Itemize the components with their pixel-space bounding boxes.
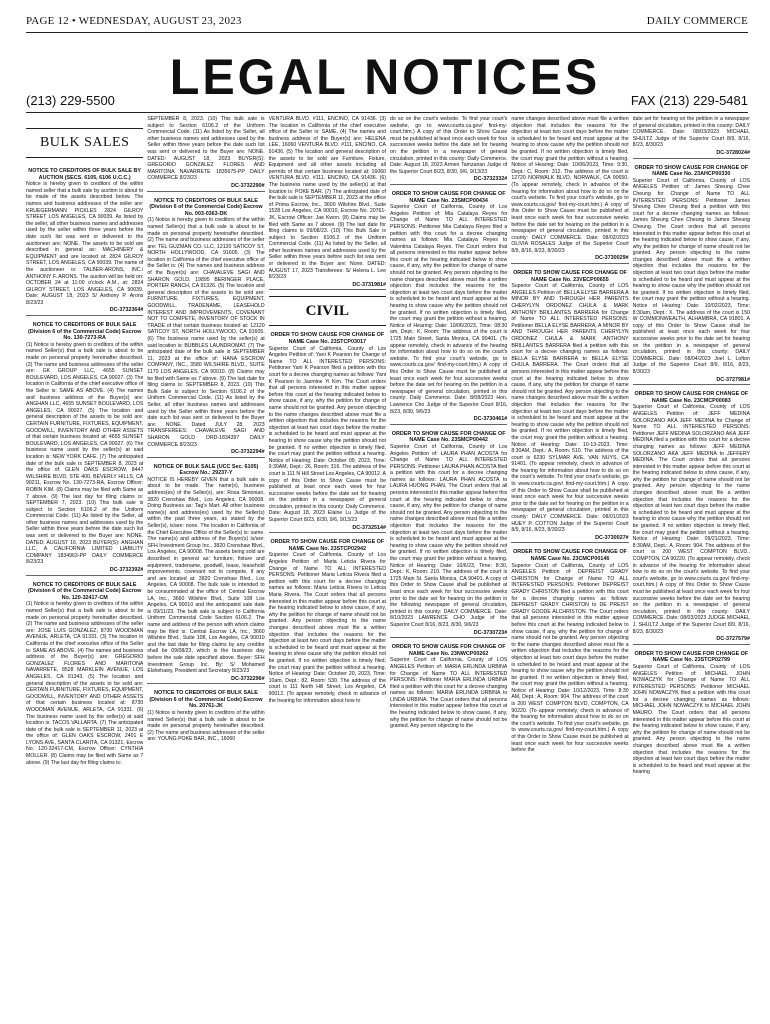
notice-body: VENTURA BLVD. #111, ENCINO, CA 91436. (3) The location in California of the chief executive office of the Seller is: SAME. (4) The names and business address of the Buyer(s) are: HELENA LEE, 16060 VENTURA BLVD. #111, ENCINO, CA 91436. (5) The location and general description of the assets to be sold are Furniture, Fixture, Equipment and all other assets including all permits of that certain business located at: 16060 VENTURA BLVD. #111, ENCINO, CA 91436. (6) The business name used by the seller(s) at that location is: POKE BAR. (7) The anticipated date of the bulk sale is SEPTEMBER 11, 2023 at the office of Prima Escrow, Inc., 3600 Wilshire Blvd., Suite 1528 Los Angeles, CA 90010, Escrow No. 20761-JK, Escrow Officer: Jae Kwon. (8) Claims may be filed with Same as 7 above. (9) The last date for filing claims is 09/08/23. (10) This Bulk Sale is subject to Section 6106.2 of the Uniform Commercial Code. (11) As listed by the Seller, all other business names and addresses used by the Seller within three years before such list was sent or delivered to the Buyer are: None. DATED: AUGUST 17, 2023 Transferees: S/ Helena L. Lee 8/23/23 [268,116,386,281]
notice-body: date set for hearing on the petition in a newspaper of general circulation, printed in this county: DAILY COMMERCE. Date: 08/03/2023 MICHAEL SHULTZ Judge of the Superior Court 8/9, 8/16, 8/23, 8/30/23 [632,116,750,149]
legal-notice [633,165,750,386]
notice-body: NOTICE IS HEREBY GIVEN that a bulk sale is about to be made. The name(s), business address(es) of the Seller(s), are: Rosa Simonian, 3820 Crenshaw Blvd., Los Angeles, CA 90008. Doing Business as: Tag's Mart. All other business name(s) and address(es) used by the Seller(s) within the past three years, as stated by the Seller(s), is/are: none. The location in California of the Chief Executive Office of the Seller(s) is: same. The name(s) and address of the Buyer(s) is/are: SFH Investment Group Inc., 3820 Crenshaw Blvd., Los Angeles, CA 90008. The assets being sold are described in general as: furniture, fixture and equipment, tradename, goodwill, lease, leasehold improvements, covenant not to compete, if any and are located at: 3820 Crenshaw Blvd., Los Angeles, CA 90008. The bulk sale is intended to be consummated at the office of: Central Escrow LA, Inc., 3660 Wilshire Blvd., Suite 108 Los Angeles, CA 90010 and the anticipated sale date is 09/11/23. The bulk sale is subject to California Uniform Commercial Code Section 6106.2. The name and address of the person with whom claims may be filed is: Central Escrow LA, Inc., 3660 Wilshire Blvd., Suite 108, Los Angeles, CA 90010 and the last date for filing claims by any creditor shall be 09/08/23, which is the business day before the sale date specified above. Buyer: SFH Investment Group Inc. By: S/ Mohamed Elshehawy, President and Secretary 8/23/23 [147,476,265,675]
notice-reference-number: DC-3732294# [147,449,264,458]
legal-notice [26,168,143,316]
column-6 [633,116,750,1022]
notice-reference-number: DC-3732392# [26,567,143,576]
top-rule [26,32,748,33]
legal-notice [26,582,143,767]
notice-heading: NOTICE TO CREDITORS OF BULK SALE (Division 6 of the Commercial Code) Escrow No. 003-0363-DK [149,197,263,217]
notice-body: Superior Court of California, County of LOS ANGELES Petition of: BELLA ELYSE BARRERA A MINOR BY AND THROUGH HER PARENTS CHERYLYN ORDONEZ CHULA & MARK ANTHONY BRILLANTES BARRERA for Change of Name TO ALL INTERESTED PERSONS: Petitioner BELLA ELYSE BARRERA, A MINOR BY AND THROUGH HER PARENTS CHERYLYN ORDONEZ CHULA & MARK ANTHONY BRILLANTES BARRERA filed a petition with this court for a decree changing names as follows: BELLA ELYSE BARRERA to BELLA ELYSE CHULA BARRERA. The Court orders that all persons interested in this matter appear before this court at the hearing indicated below to show cause, if any, why the petition for change of name should not be granted. Any person objecting to the name changes described above must file a written objection that includes the reasons for the objection at least two court days before the matter is scheduled to be heard and must appear at the hearing to show cause why the petition should not be granted. If no written objection is timely filed, the court may grant the petition without a hearing. Notice of Hearing: Date: 10-13-2023, Time: 8:30AM, Dept.: A, Room: 510. The address of the court is 6230 SYLMAR AVE, VAN NUYS, CA 91401. (To appear remotely, check in advance of the hearing for information about how to do so on the court's website. To find your court's website, go to www.courts.ca.gov/ find-my-court.htm.) A copy of this Order to Show Cause shall be published at least once each week for four successive weeks prior to the date set for hearing on the petition in a newspaper of general circulation, printed in this county: DAILY COMMERCE. Date: 08/01/2023 HUEY P. COTTON Judge of the Superior Court 8/9, 8/16, 8/23, 8/30/23 [511,283,629,534]
notice-heading: NOTICE TO CREDITORS OF BULK SALE (Division 6 of the Commercial Code) Escrow No. 130-7273-RA [28,322,142,342]
notice-body: (1) Notice is hereby given to creditors of the within named Seller(s) that a bulk sale is about to be made on personal property hereinafter described. (2) The name and business addresses of the seller are: YOUNG POKE BAR, INC., 16060 [147,710,265,743]
legal-notice [390,644,507,730]
notice-heading: ORDER TO SHOW CAUSE FOR CHANGE OF NAME Case No. 23NWCP00262 [391,644,506,657]
notice-heading: ORDER TO SHOW CAUSE FOR CHANGE OF NAME Case No. 23SMCP00434 [391,190,506,204]
notice-reference-number: DC-3732514# [269,525,386,534]
legal-notice [633,391,750,645]
notice-reference-number: DC-3727981# [633,377,750,386]
notice-body: Superior Court of California, County of Los Angeles Petition of: Maria Leticia Rivera for Change of Name TO ALL INTERESTED PERSONS: Petitioner Maria Leticia Rivera filed a petition with this court for a decree changing names as follows: Maria Leticia Rivera to Leticia Maria Rivera. The Court orders that all persons interested in this matter appear before this court at the hearing indicated below to show cause, if any, why the petition for change of name should not be granted. Any person objecting to the name changes described above must file a written objection that includes the reasons for the objection at least two court days before the matter is scheduled to be heard and must appear at the hearing to show cause why the petition should not be granted. If no written objection is timely filed, the court may grant the petition without a hearing. Notice of Hearing: Date: October 20, 2023, Time: 10am, Dept.: 82, Room: 530. The address of the court is 111 North Hill Street, Los Angeles, CA 90012. (To appear remotely, check in advance of the hearing for information about how to [268,552,386,704]
notice-heading: NOTICE TO CREDITORS OF BULK SALE (Division 6 of the Commercial Code) Escrow No. 120-32417-CM [28,581,142,601]
notice-heading: ORDER TO SHOW CAUSE FOR CHANGE OF NAME Case No. 23CMCP00083 [634,391,749,404]
column-3 [269,116,386,1022]
notice-heading: ORDER TO SHOW CAUSE FOR CHANGE OF NAME Case No. 23STCP02942 [270,539,385,552]
columns-container [26,116,750,1022]
notice-body: Superior Court of California, County of Los Angeles Petition of: Mia Catalaya Reyes for Change of Name TO ALL INTERESTED PERSONS: Petitioner Mia Catalaya Reyes filed a petition with this court for a decree changing names as follows: Mia Catalaya Reyes to Valentina Catalaya Reyes. The Court orders that all persons interested in this matter appear before this court at the hearing indicated below to show cause, if any, why the petition for change of name should not be granted. Any person objecting to the name changes described above must file a written objection that includes the reasons for the objection at least two court days before the matter is scheduled to be heard and must appear at the hearing to show cause why the petition should not be granted. If no written objection is timely filed, the court may grant the petition without a hearing. Notice of Hearing: Date: 10/06/2023, Time: 08:30 am, Dept.: K, Room: The address of the court is 1725 Main Street, Santa Monica, CA 90401. (To appear remotely, check in advance of the hearing for information about how to do so on the court's website. To find your court's website, go to www.courts.ca.gov/ find-my-court.htm.) A copy of this Order to Show Cause must be published at least once each week for four successive weeks before the date set for hearing on the petition in a newspaper of general circulation, printed in this county: Daily Commerce. Date: 8/08/2023 Hon. Lawrence Cho Judge of the Superior Court 8/16, 8/23, 8/30, 9/6/23 [389,204,508,415]
notice-body: Superior Court of California, County of LOS ANGELES Petition of: James Sheung Chee Cheung for Change of Name TO ALL INTERESTED PERSONS: Petitioner James Sheung Chee Cheung filed a petition with this court for a decree changing names as follows: James Sheung Chee Cheung to James Sheung Cheung. The Court orders that all persons interested in this matter appear before this court at the hearing indicated below to show cause, if any, why the petition for change of name should not be granted. Any person objecting to the name changes described above must file a written objection that includes the reasons for the objection at least two court days before the matter is scheduled to be heard and must appear at the hearing to show cause why the petition should not be granted. If no written objection is timely filed, the court may grant the petition without a hearing. Notice of Hearing: Date: 10/02/2023, Time: 8:30am, Dept.: X. The address of the court is 150 W COMMONWEALTH, ALHAMBRA, CA 91801. A copy of this Order to Show Cause shall be published at least once each week for four successive weeks prior to the date set for hearing on the petition in a newspaper of general circulation, printed in this county: DAILY COMMERCE. Date: 08/04/2023 Joel L. Lofton Judge of the Superior Court 8/9, 8/16, 8/23, 8/30/23 [632,177,750,375]
paper-name: DAILY COMMERCE [646,15,748,27]
notice-reference-number: DC-3728024# [633,150,750,159]
notice-reference-number: DC-3730461# [390,416,507,425]
legal-notice [390,116,507,185]
legal-notice [269,539,386,704]
top-line [26,14,748,28]
legal-notice [511,549,628,753]
column-1 [26,116,143,1022]
notice-body: (1) Notice is hereby given to creditors of the within named Seller(s) that a bulk sale is about to be made on personal property hereinafter described. (2) The name and business addresses of the seller are: JOSE LUIS GONZALEZ, 8730 WOODMAN AVENUE, ARLETA, CA 91331. (3) The location in California of the chief executive office of the Seller is: SAME AS ABOVE. (4) The names and business address of the Buyer(s) are: GREGORIO GONZALEZ FLORES AND MARITONA NAVARRETE, 8528 MARKLEIN AVENUE, LOS ANGELES, CA 91343. (5) The location and general description of the assets to be sold are: CERTAIN FURNITURE, FIXTURES, EQUIPMENT, GOODWILL, INVENTORY AND OTHER ASSETS of that certain business located at: 8730 WOODMAN AVENUE, ARLETA, CA 91331. (6) The business name used by the seller(s) at said location is: TACOS VALLARTA. (7) The anticipated date of the bulk sale is SEPTEMBER 11, 2023 at the office of: GLEN OAKS ESCROW, 2401 E LYONS AVE, SANTA CLARITA, CA 91321, Escrow No. 120-32417-CM, Escrow Officer: CYNTHIA MOLLER. (8) Claims may be filed with Same as 7 above. (9) The last day for filing claims is: [26,601,144,766]
notice-reference-number: DC-3732290# [147,183,264,192]
notice-body: (1) Notice is hereby given to creditors of the within named Seller(s) that a bulk sale is about to be made on personal property hereinafter described. (2) The name and business addresses of the seller are: GK GROUP LLC, 4655 SUNSET BOULEVARD, LOS ANGELES, CA 90027. (3) The location in California of the chief executive office of the Seller is: SAME AS ABOVE. (4) The names and business address of the Buyer(s) are: ANGHAN LLC, 4655 SUNSET BOULEVARD, LOS ANGELES, CA 90027. (5) The location and general description of the assets to be sold are: CERTAIN FURNITURE, FIXTURES, EQUIPMENT, GOODWILL, INVENTORY AND OTHER ASSETS of that certain business located at: 4655 SUNSET BOULEVARD, LOS ANGELES, CA 90027. (6) The business name used by the seller(s) at said location is: NEW YORK CAFE. (7) The anticipated date of the bulk sale is SEPTEMBER 8, 2023 at the office of: GLEN OAKS ESCROW, 8447 WILSHIRE BLVD, STE 400, BEVERLY HILLS, CA 90211, Escrow No. 130-7273-RA, Escrow Officer: ROBIN KIM. (8) Claims may be filed with Same as 7 above. (9) The last day for filing claims is: SEPTEMBER 7, 2023. (10) This bulk sale is subject to Section 6106.2 of the Uniform Commercial Code. (11) As listed by the Seller, all other business names and addresses used by the Seller within three years before the date such list was sent or delivered to the Buyer are: NONE. DATED: AUGUST 16, 2023 BUYER(S): ANGHAN LLC, A CALIFORNIA LIMITED LIABILITY COMPANY 1834963-PP DAILY COMMERCE 8/23/23 [26,341,144,566]
notice-body: Superior Court of California, County of LOS ANGELES Petition of: DEPREIST GRADY CHRISTON for Change of Name TO ALL INTERESTED PERSONS: Petitioner DEPREIST GRADY CHRISTON filed a petition with this court for a decree changing names as follows: DEPREIST GRADY CHRISTON to DE PREIST GRADY GOODE ALCHRISTON. The Court orders that all persons interested in this matter appear before this court at the hearing indicated below to show cause, if any, why the petition for change of name should not be granted. Any person objecting to the name changes described above must file a written objection that includes the reasons for the objection at least two court days before the matter is scheduled to be heard and must appear at the hearing to show cause why the petition should not be granted. If no written objection is timely filed, the court may grant the petition without a hearing. Notice of Hearing: Date: 10/12/2023, Time: 8:30 AM, Dept.: A, Room: 904. The address of the court is 200 WEST COMPTON BLVD, COMPTON, CA 90220. (To appear remotely, check in advance of the hearing for information about how to do so on the court's website. To find your court's website, go to www.courts.ca.gov/ find-my-court.htm.) A copy of this Order to Show Cause must be published at least once each week for four successive weeks before the [511,562,629,754]
notice-reference-number: DC-3732296# [147,676,264,685]
column-5 [511,116,628,1022]
masthead-title: LEGAL NOTICES [169,49,601,105]
notice-body: Superior Court of California, County of LOS ANGELES Petition of: JEFF MEDINA SOLORZANO AKA JEFF MEDINA for Change of Name TO ALL INTERESTED PERSONS: Petitioner JEFF MEDINA SOLORZANO AKA JEFF MEDINA filed a petition with this court for a decree changing names as follows: JEFF MEDINA SOLORZANO AKA JEFF MEDINA to JEFFERY MEDINA. The Court orders that all persons interested in this matter appear before this court at the hearing indicated below to show cause, if any, why the petition for change of name should not be granted. Any person objecting to the name changes described above must file a written objection that includes the reasons for the objection at least two court days before the matter is scheduled to be heard and must appear at the hearing to show cause why the petition should not be granted. If no written objection is timely filed, the court may grant the petition without a hearing. Notice of Hearing: Date: 09/21/2023, Time: 8:30AM, Dept.: A, Room: 904. The address of the court is 200 WEST COMPTON BLVD., COMPTON, CA 90220. (To appear remotely, check in advance of the hearing for information about how to do so on the court's website. To find your court's website, go to www.courts.ca.gov/ find-my-court.htm.) A copy of this Order to Show Cause must be published at least once each week for four successive weeks before the date set for hearing on the petition in a newspaper of general circulation, printed in this county: DAILY COMMERCE. Date: 08/03/2023 JUDGE MICHAEL J. SHULTZ Judge of the Superior Court 8/9, 8/16, 8/23, 8/30/23 [632,404,750,635]
notice-reference-number: DC-3727579# [633,636,750,645]
notice-heading: ORDER TO SHOW CAUSE FOR CHANGE OF NAME Case No. 23SMCP00442 [391,430,506,444]
notice-reference-number: DC-3730027# [511,535,628,544]
legal-notice [511,270,628,543]
notice-heading: ORDER TO SHOW CAUSE FOR CHANGE OF NAME Case No. 23CMCP00146 [513,549,627,562]
notice-body: name changes described above must file a written objection that includes the reasons for the objection at least two court days before the matter is scheduled to be heard and must appear at the hearing to show cause why the petition should not be granted. If no written objection is timely filed, the court may grant the petition without a hearing. Notice of Hearing: Date: 10/06/2023, Time: 9:30, Dept.: C, Room: 312. The address of the court is 12720 NORWALK BLVD, NORWALK, CA 90650. (To appear remotely, check in advance of the hearing for information about how to do so on the court's website. To find your court's website, go to www.courts.ca.gov/ find-my-court.htm.) A copy of this Order to Show Cause must be published at least once each week for four successive weeks before the date set for hearing on the petition in a newspaper of general circulation, printed in this county: DAILY COMMERCE. Date: 08/02/2023 OLIVIA ROSALES Judge of the Superior Court 8/9, 8/16, 8/23, 8/30/23 [511,116,629,254]
legal-notice [511,116,628,264]
notice-heading: ORDER TO SHOW CAUSE FOR CHANGE OF NAME Case No. 23STCP02799 [634,650,749,664]
notice-reference-number: DC-3732364# [26,307,143,316]
section-heading-civil: CIVIL [269,296,386,326]
legal-notice [26,322,143,576]
legal-notice [633,116,750,159]
notice-reference-number: DC-3730723# [390,630,507,639]
notice-body: Superior Court of California, County of LOS ANGELES Petition of: MICHAEL JOHN NOWACZYK for Change of Name TO ALL INTERESTED PERSONS: Petitioner MICHAEL JOHN NOWACZYK filed a petition with this court for a decree changing names as follows: MICHAEL JOHN NOWACZYK to MICHAEL JOHN MAURO. The Court orders that all persons interested in this matter appear before this court at the hearing indicated below to show cause, if any, why the petition for change of name should not be granted. Any person objecting to the name changes described above must file a written objection that includes the reasons for the objection at least two court days before the matter is scheduled to be heard and must appear at the hearing [632,663,750,776]
notice-body: Superior Court of California, County of LOS ANGELES Petition of: MARIA ERLINDA URBINA for Change of Name TO ALL INTERESTED PERSONS: Petitioner MARIA ERLINDA URBINA filed a petition with this court for a decree changing names as follows: MARIA ERLINDA URBINA to LINDA URBINA. The Court orders that all persons interested in this matter appear before this court at the hearing indicated below to show cause, if any, why the petition for change of name should not be granted. Any person objecting to the [389,657,508,730]
column-2 [147,116,264,1022]
legal-notice [147,198,264,458]
notice-heading: ORDER TO SHOW CAUSE FOR CHANGE OF NAME Case No. 23STCP03017 [270,332,385,346]
notice-body: do so on the court's website. To find your court's website, go to www.courts.ca.gov/ find-my-court.htm.) A copy of this Order to Show Cause must be published at least once each week for four successive weeks before the date set for hearing on the petition in a newspaper of general circulation, printed in this county: Daily Commerce. Date: August 18, 2023 Armen Tamzarian Judge of the Superior Court 8/23, 8/30, 9/6, 9/13/23 [389,116,508,175]
legal-notice [147,690,264,743]
legal-notice [147,464,264,685]
legal-notice [269,332,386,533]
notice-heading: NOTICE TO CREDITORS OF BULK SALE (Division 6 of the Commercial Code) Escrow No. 20761-JK [149,690,263,710]
fax-number: FAX (213) 229-5481 [630,93,748,108]
section-heading-bulk-sales: BULK SALES [26,128,143,158]
notice-reference-number: DC-3730029# [511,255,628,264]
legal-notice [390,191,507,425]
notice-reference-number: DC-3731981# [269,282,386,291]
legal-notice [633,651,750,776]
legal-notice [269,116,386,290]
column-4 [390,116,507,1022]
notice-body: Superior Court of California, County of Los Angeles Petition of: LAURA PHAN ACOSTA for Change of Name TO ALL INTERESTED PERSONS: Petitioner LAURA PHAN ACOSTA filed a petition with this court for a decree changing names as follows: LAURA PHAN ACOSTA to LAURA HUONG PHAN. The Court orders that all persons interested in this matter appear before this court at the hearing indicated below to show cause, if any, why the petition for change of name should not be granted. Any person objecting to the name changes described above must file a written objection that includes the reasons for the objection at least two court days before the matter is scheduled to be heard and must appear at the hearing to show cause why the petition should not be granted. If no written objection is timely filed, the court may grant the petition without a hearing. Notice of Hearing: Date: 10/6/23, Time: 8:30, Dept.: K, Room: 210. The address of the court is 1725 Main St. Santa Monica, CA 90401. A copy of this Order to Show Cause shall be published at least once each week for four successive weeks prior to the date set for hearing on the petition in the following newspaper of general circulation, printed in this county: DAILY COMMERCE. Date: 8/10/2023 LAWRENCE CHO Judge of the Superior Court 8/16, 8/23, 8/30, 9/6/23 [389,443,508,628]
notice-heading: NOTICE OF BULK SALE (UCC Sec. 6105) Escrow No.: 29237-Y [153,463,259,477]
notice-heading: ORDER TO SHOW CAUSE FOR CHANGE OF NAME Case No. 23VECP00655 [513,270,627,283]
notice-body: SEPTEMBER 8, 2023. (10) This bulk sale is subject to Section 6106.2 of the Uniform Commercial Code. (11) As listed by the Seller, all other business names and addresses used by the Seller within three years before the date such list was sent or delivered to the Buyer are: NONE. DATED: AUGUST 18, 2023 BUYER(S): GREGORIO GONZALEZ FLORES AND MARITONA NAVARRETE 1835675-PP DAILY COMMERCE 8/23/23 [147,116,265,182]
legal-notice [147,116,264,192]
notice-body: Superior Court of California, County of Los Angeles Petition of: Yani K Pearson for Change of Name TO ALL INTERESTED PERSONS: Petitioner Yani K Pearson filed a petition with this court for a decree changing names as follows: Yani K Pearson to Jasmine Yi Kim. The Court orders that all persons interested in this matter appear before this court at the hearing indicated below to show cause, if any, why the petition for change of name should not be granted. Any person objecting to the name changes described above must file a written objection that includes the reasons for the objection at least two court days before the matter is scheduled to be heard and must appear at the hearing to show cause why the petition should not be granted. If no written objection is timely filed, the court may grant the petition without a hearing. Notice of Hearing: Date: October 09, 2023, Time: 9:30AM, Dept.: 26, Room: 316. The address of the court is 111 N Hill Street Los Angeles, CA 90012. A copy of this Order to Show Cause must be published at least once each week for four successive weeks before the date set for hearing on the petition in a newspaper of general circulation, printed in this county: Daily Commerce. Date: August 18, 2023 Elaine Lu Judge of the Superior Court 8/23, 8/30, 9/6, 9/13/23 [268,345,386,524]
header-rule [26,112,748,113]
phone-number: (213) 229-5500 [26,93,115,108]
legal-notice [390,431,507,638]
notice-reference-number: DC-3732332# [390,176,507,185]
notice-heading: NOTICE TO CREDITORS OF BULK SALE BY AUCTION (SECS. 6105, 6106 U.C.C.) [28,168,142,181]
notice-body: (1) Notice is hereby given to creditors of the within named Seller(s) that a bulk sale is about to be made on personal property hereinafter described. (2) The name and business addresses of the seller are: TEL GUZMAN CO. LLC, 12120 SATICOY ST, NORTH HOLLYWOOD, CA 91605. (3) The location in California of the chief executive office of the Seller is: (4) The names and business address of the Buyer(s) are: CHAVALEVE SAGI AND SHARON GOLD, 19895 BERINGER PLACE, PORTER RANCH, CA 91326. (5) The location and general description of the assets to be sold are: FURNITURE, FIXTURES, EQUIPMENT, GOODWILL, TRADENAME, LEASEHOLD INTEREST AND IMPROVEMENTS, COVENANT NOT TO COMPETE, INVENTORY OF STOCK IN TRADE of that certain business located at: 12120 SATICOY ST, NORTH HOLLYWOOD, CA 91605. (6) The business name used by the seller(s) at said location is: BUBBLES LAUNDROMAT. (7) The anticipated date of the bulk sale is SEPTEMBER 11, 2023 at the office of: HANA ESCROW COMPANY, INC., 3580 WILSHIRE BLVD., SUITE 1170 LOS ANGELES, CA 90010. (8) Claims may be filed with Same as 7 above. (9) The last date for filing claims is: SEPTEMBER 8, 2023. (10) This Bulk Sale is subject to Section 6106.2 of the Uniform Commercial Code. (11) As listed by the Seller, all other business names and addresses used by the Seller within three years before the date such list was sent or delivered to the Buyer are: NONE. Dated JULY 28, 2023 TRANSFEREES: CHAVALEVE SAGI AND SHARON GOLD ORD-1834397 DAILY COMMERCE 8/23/23 [147,217,265,448]
notice-heading: ORDER TO SHOW CAUSE FOR CHANGE OF NAME Case No. 23AHCP00330 [634,164,749,178]
notice-body: Notice is hereby given to creditors of the within named seller that a bulk sale by auction is about to be made of the assets described below. The names and business addresses of the seller are: KRUEGERMANN PICKLES 2824 GILROY STREET LOS ANGELES, CA 90039. As listed by the seller, all other business names and addresses used by the seller within three years before the date such list was sent or delivered to the auctioneer are: NONE. The assets to be sold are described in general as: MACHINERY & EQUIPMENT and are located at: 2824 GILROY STREET, LOS ANGELES, CA 90039. The name of the auctioneer is: TALBER-ARONS, INC./ ANTHONY F. ARONS. The auction will be held on: OCTOBER 24 at 11:00 o'clock A.M., at: 2824 GILROY STREET, LOS ANGELES, CA 90039. Date: AUGUST 18, 2023 S/ Anthony P. Arons 8/23/23 [26,181,144,306]
page-label: PAGE 12 • WEDNESDAY, AUGUST 23, 2023 [26,15,242,27]
